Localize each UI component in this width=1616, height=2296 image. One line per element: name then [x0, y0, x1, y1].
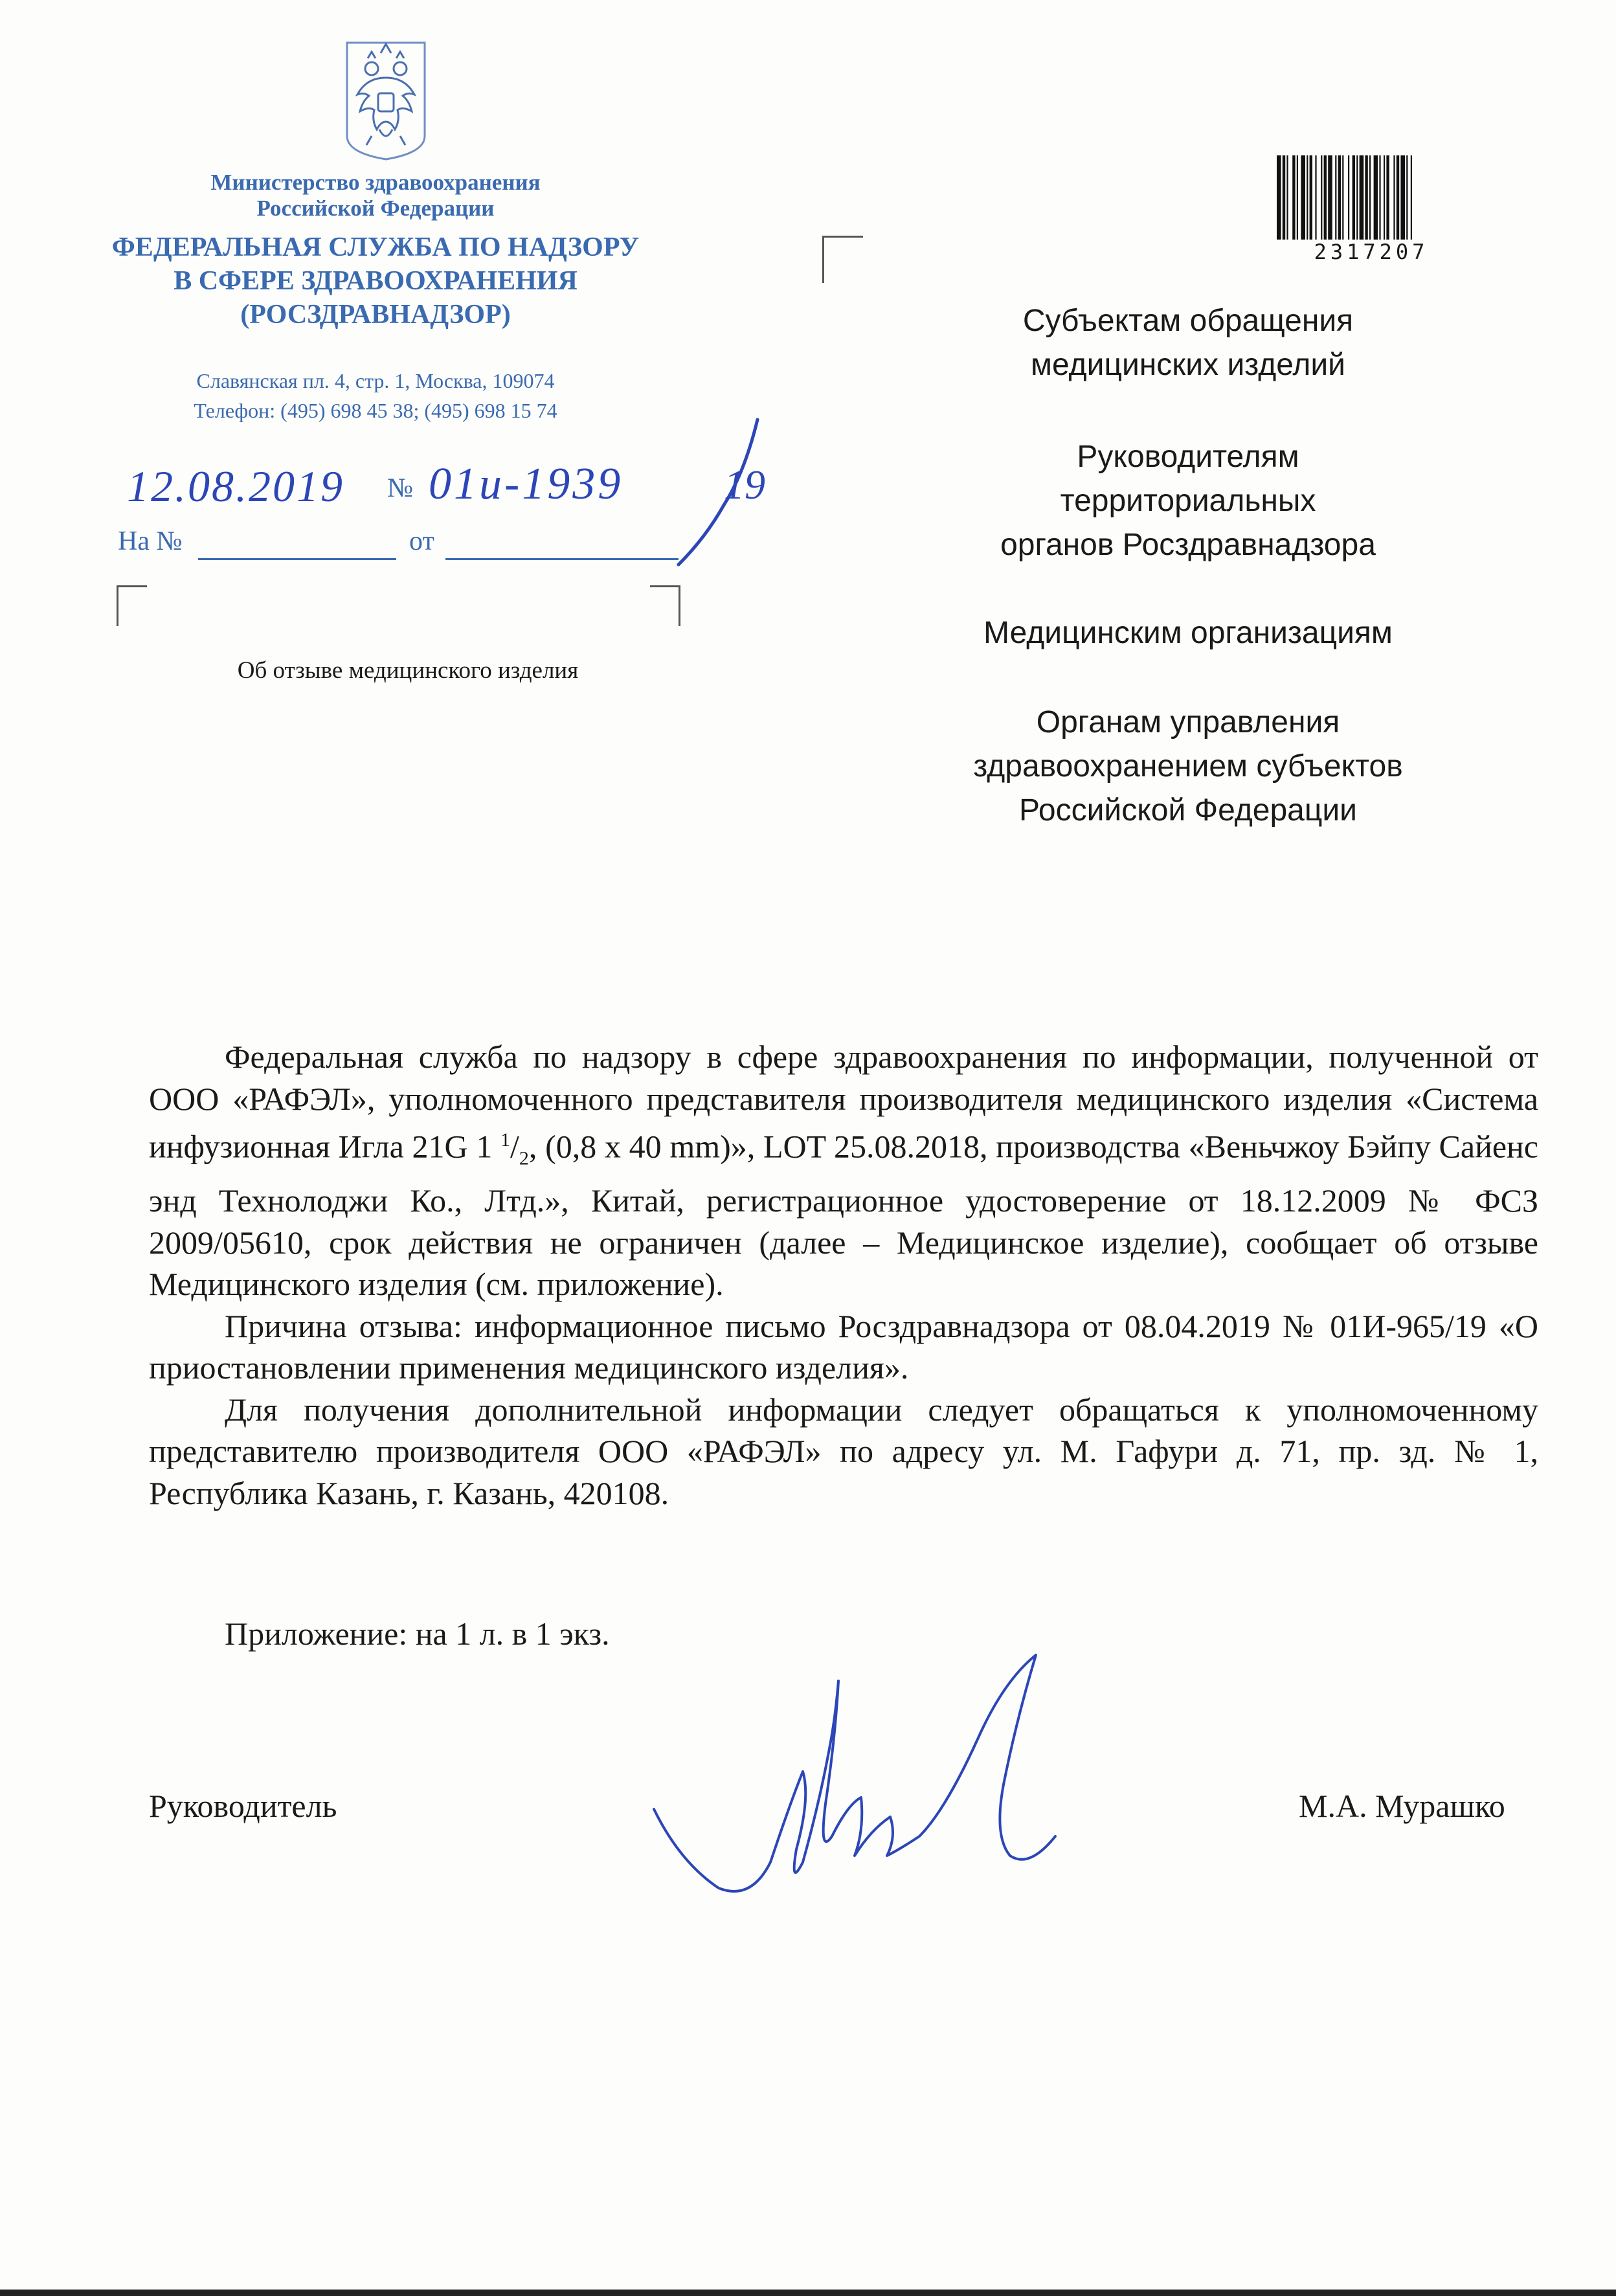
reference-number-label: На №: [118, 526, 183, 556]
signatory-name: М.А. Мурашко: [1299, 1788, 1505, 1824]
agency-phone: Телефон: (495) 698 45 38; (495) 698 15 74: [194, 399, 557, 422]
handwritten-number-year: 19: [724, 462, 765, 508]
addressee-line: Субъектам обращения: [1022, 304, 1354, 338]
body-text: , (0,8 x 40 mm)», LOT 25.08.2018, производства «Веньчжоу Бэйпу Сайенс энд Технолоджи Ко., Лтд.», Китай, регистрационное удостоверение от 18.12.2009 № ФСЗ 2009/05610, срок действия не ограничен (далее – Медицинское изделие), сообщает об отзыве Медицинского изделия (см. приложение).: [149, 1128, 1538, 1303]
signatory-title: Руководитель: [149, 1788, 337, 1824]
addressee-line: медицинских изделий: [1031, 348, 1345, 382]
agency-name-line-2: В СФЕРЕ ЗДРАВООХРАНЕНИЯ: [174, 266, 578, 296]
addressee-corner: [822, 236, 863, 283]
barcode-number: 2317207: [1314, 240, 1429, 264]
reference-number-line: [198, 558, 396, 560]
addressee-line: органов Росздравнадзора: [1000, 528, 1376, 562]
addressee-line: Российской Федерации: [1019, 793, 1357, 827]
body-paragraph-3: Для получения дополнительной информации следует обращаться к уполномоченному представителю производителя ООО «РАФЭЛ» по адресу ул. М. Гафури д. 71, пр. зд. № 1, Республика Казань, г. Казань, 420108.: [149, 1391, 1538, 1511]
addressee-line: здравоохранением субъектов: [973, 749, 1403, 783]
addressee-line: Руководителям: [1077, 440, 1299, 474]
attachment-note: Приложение: на 1 л. в 1 экз.: [225, 1615, 610, 1652]
number-sign: №: [387, 473, 414, 503]
ministry-name-line-1: Министерство здравоохранения: [210, 170, 541, 195]
barcode-icon: [1274, 153, 1468, 243]
body-paragraph-1: Федеральная служба по надзору в сфере здравоохранения по информации, полученной от ООО «РАФЭЛ», уполномоченного представителя производителя медицинского изделия «Система инфузионная Игла 21G 1 $^1/_2$, (0,8 x 40 mm)», LOT 25.08.2018, производства «Веньчжоу Бэйпу Сайенс энд Технолоджи Ко., Лтд.», Китай, регистрационное удостоверение от 18.12.2009 № ФСЗ 2009/05610, срок действия не ограничен (далее – Медицинское изделие), сообщает об отзыве Медицинского изделия (см. приложение).: [149, 1039, 1538, 1303]
reference-date-label: от: [409, 526, 434, 556]
russian-coat-of-arms-icon: [341, 39, 431, 162]
subject-corner-left: [117, 585, 147, 626]
subject-corner-right: [650, 585, 680, 626]
addressee-block-1: [893, 299, 1483, 387]
addressee-line: Медицинским организациям: [983, 616, 1393, 650]
scan-bottom-edge: [0, 2290, 1616, 2296]
addressee-line: территориальных: [1060, 484, 1316, 518]
handwritten-signature-icon: [641, 1642, 1062, 1940]
handwritten-document-number: 01и-1939: [429, 459, 623, 509]
handwritten-slash-icon: [647, 414, 770, 570]
handwritten-date: 12.08.2019: [127, 462, 344, 511]
reference-date-line: [445, 558, 679, 560]
fraction-numerator: 1: [500, 1129, 511, 1151]
addressee-block-4: [893, 701, 1483, 833]
body-text: Федеральная служба по надзору в сфере здравоохранения по информации, полученной от ООО «РАФЭЛ», уполномоченного представителя производителя медицинского изделия «Система инфузионная Игла 21G 1: [149, 1039, 1538, 1165]
fraction-denominator: 2: [519, 1147, 529, 1169]
body-paragraph-2: Причина отзыва: информационное письмо Росздравнадзора от 08.04.2019 № 01И-965/19 «О приостановлении применения медицинского изделия».: [149, 1307, 1538, 1386]
agency-name-line-3: (РОСЗДРАВНАДЗОР): [240, 300, 511, 330]
addressee-line: Органам управления: [1036, 705, 1340, 739]
agency-address: Славянская пл. 4, стр. 1, Москва, 109074: [196, 369, 555, 392]
letter-body: [149, 1036, 1538, 1514]
letter-subject: Об отзыве медицинского изделия: [237, 657, 579, 684]
ministry-name-line-2: Российской Федерации: [256, 196, 495, 221]
agency-name-line-1: ФЕДЕРАЛЬНАЯ СЛУЖБА ПО НАДЗОРУ: [111, 232, 640, 262]
addressee-block-3: [893, 611, 1483, 655]
addressee-block-2: [893, 435, 1483, 567]
